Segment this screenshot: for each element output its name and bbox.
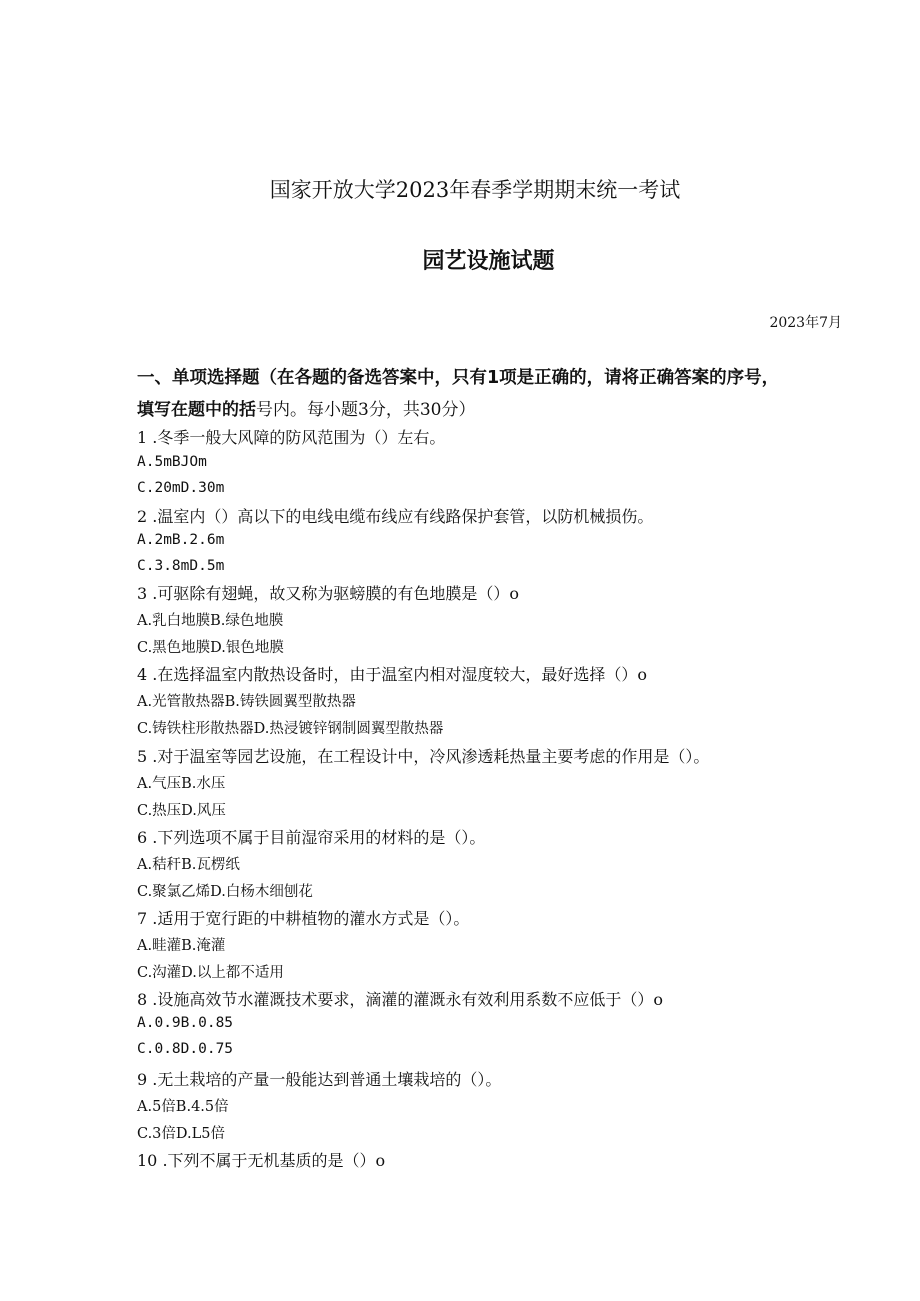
exam-date: 2023年7月 — [769, 315, 842, 331]
section-heading-rest: 号内。每小题3分，共30分） — [256, 400, 476, 420]
question-option: C.3.8mD.5m — [137, 558, 225, 574]
question-stem: 3 .可驱除有翅蝇，故又称为驱螃膜的有色地膜是（）o — [137, 584, 519, 603]
question-stem: 9 .无土栽培的产量一般能达到普通土壤栽培的（）。 — [137, 1070, 502, 1089]
question-option: A.乳白地膜B.绿色地膜 — [137, 613, 284, 629]
question-option: C.铸铁柱形散热器D.热浸镀锌钢制圆翼型散热器 — [137, 721, 444, 737]
question-stem: 8 .设施高效节水灌溉技术要求，滴灌的灌溉永有效利用系数不应低于（）o — [137, 990, 663, 1009]
question-stem: 10 .下列不属于无机基质的是（）o — [137, 1151, 386, 1170]
question-stem: 1 .冬季一般大风障的防风范围为（）左右。 — [137, 428, 446, 447]
section-heading-bold-part: 填写在题中的括 — [137, 400, 256, 420]
question-stem: 4 .在选择温室内散热设备时，由于温室内相对湿度较大，最好选择（）o — [137, 665, 647, 684]
subject-title: 园艺设施试题 — [422, 249, 555, 274]
question-stem: 7 .适用于宽行距的中耕植物的灌水方式是（）。 — [137, 909, 470, 928]
section-heading: 一、单项选择题（在各题的备选答案中，只有1项是正确的，请将正确答案的序号， — [137, 368, 780, 388]
question-option: A.5mBJOm — [137, 454, 207, 470]
question-option: A.秸秆B.瓦楞纸 — [137, 857, 240, 873]
exam-title: 国家开放大学2023年春季学期期末统一考试 — [269, 178, 681, 202]
question-option: C.热压D.风压 — [137, 803, 226, 819]
question-option: C.3倍D.L5倍 — [137, 1126, 225, 1142]
question-option: C.黑色地膜D.银色地膜 — [137, 640, 284, 656]
question-stem: 5 .对于温室等园艺设施，在工程设计中，冷风渗透耗热量主要考虑的作用是（）。 — [137, 747, 710, 766]
question-option: A.气压B.水压 — [137, 776, 226, 792]
question-option: C.20mD.30m — [137, 480, 225, 496]
question-option: C.0.8D.0.75 — [137, 1041, 234, 1057]
question-option: A.畦灌B.淹灌 — [137, 938, 226, 954]
question-option: C.沟灌D.以上都不适用 — [137, 965, 284, 981]
question-option: A.光管散热器B.铸铁圆翼型散热器 — [137, 694, 356, 710]
question-option: A.5倍B.4.5倍 — [137, 1099, 229, 1115]
question-stem: 2 .温室内（）高以下的电线电缆布线应有线路保护套管，以防机械损伤。 — [137, 507, 654, 526]
question-option: C.聚氯乙烯D.白杨木细刨花 — [137, 884, 313, 900]
section-heading-continued — [137, 395, 475, 420]
question-option: A.2mB.2.6m — [137, 532, 225, 548]
question-option: A.0.9B.0.85 — [137, 1015, 234, 1031]
question-stem: 6 .下列选项不属于目前湿帘采用的材料的是（）。 — [137, 828, 486, 847]
